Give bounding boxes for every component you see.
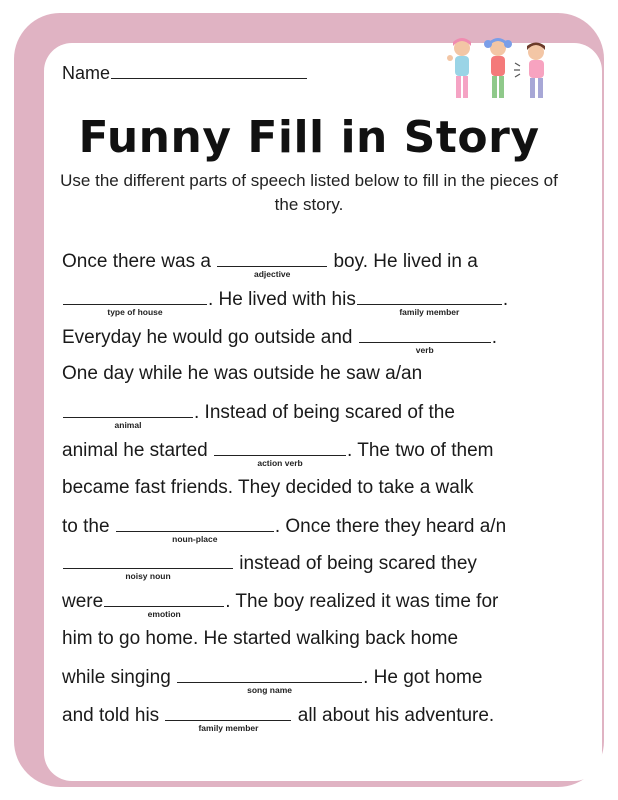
three-kids-illustration xyxy=(440,36,560,106)
fill-blank[interactable] xyxy=(63,552,233,582)
fill-blank[interactable] xyxy=(165,704,291,733)
fill-blank[interactable] xyxy=(63,401,193,431)
story-line xyxy=(62,628,562,666)
story-text: . The two of them xyxy=(347,439,494,461)
blank-caption: family member xyxy=(198,722,259,733)
story-text: to the xyxy=(62,515,115,537)
story-line xyxy=(62,477,562,515)
story-text: and told his xyxy=(62,704,165,726)
story-line xyxy=(62,326,562,364)
blank-caption: emotion xyxy=(147,609,181,620)
story-text: . He lived with his xyxy=(208,288,356,310)
name-label: Name xyxy=(62,63,111,83)
fill-blank[interactable] xyxy=(217,250,327,279)
story-line xyxy=(62,590,562,628)
story-line xyxy=(62,704,562,742)
blank-caption: verb xyxy=(415,344,434,355)
story-line xyxy=(62,401,562,439)
story-line xyxy=(62,250,562,288)
story-text: while singing xyxy=(62,666,177,688)
story-line xyxy=(62,552,562,590)
blank-caption: family member xyxy=(399,306,460,317)
story-text: animal he started xyxy=(62,439,214,461)
blank-caption: noisy noun xyxy=(125,571,171,582)
fill-blank[interactable] xyxy=(214,439,346,468)
blank-caption: adjective xyxy=(254,269,291,279)
fill-blank[interactable] xyxy=(116,515,274,544)
story-text: . He got home xyxy=(363,666,483,688)
story-line xyxy=(62,439,562,477)
story-text: . xyxy=(502,288,509,310)
worksheet-title: Funny Fill in Story xyxy=(78,112,540,163)
story-line xyxy=(62,666,562,704)
story-line xyxy=(62,288,562,326)
story-line xyxy=(62,363,562,401)
story-text: . Once there they heard a/n xyxy=(274,515,507,537)
name-blank[interactable] xyxy=(111,62,307,79)
story-text: became fast friends. They decided to take a walk xyxy=(62,476,474,498)
story-text: instead of being scared they xyxy=(234,553,477,575)
story-text: Everyday he would go outside and xyxy=(62,326,358,348)
blank-caption: noun-place xyxy=(172,533,218,544)
instructions-text: Use the different parts of speech listed below to fill in the pieces of the story. xyxy=(60,171,558,214)
story-text: . The boy realized it was time for xyxy=(225,591,499,613)
story-text: . Instead of being scared of the xyxy=(194,402,455,424)
blank-caption: action verb xyxy=(257,457,303,468)
story-text: all about his adventure. xyxy=(292,704,495,726)
story-text: . xyxy=(491,326,498,348)
story-text: him to go home. He started walking back home xyxy=(62,627,459,649)
fill-blank[interactable] xyxy=(357,288,502,317)
name-field[interactable] xyxy=(62,62,308,84)
fill-blank[interactable] xyxy=(63,288,207,317)
story-text: boy. He lived in a xyxy=(328,251,478,272)
fill-blank[interactable] xyxy=(104,590,224,620)
story-text: were xyxy=(62,591,104,613)
story-body xyxy=(62,250,562,741)
story-text: One day while he was outside he saw a/an xyxy=(62,363,423,385)
blank-caption: animal xyxy=(114,420,142,431)
fill-blank[interactable] xyxy=(359,326,491,355)
story-line xyxy=(62,515,562,553)
story-text: Once there was a xyxy=(62,251,217,272)
fill-blank[interactable] xyxy=(177,666,362,695)
blank-caption: song name xyxy=(247,684,293,695)
blank-caption: type of house xyxy=(107,306,163,317)
